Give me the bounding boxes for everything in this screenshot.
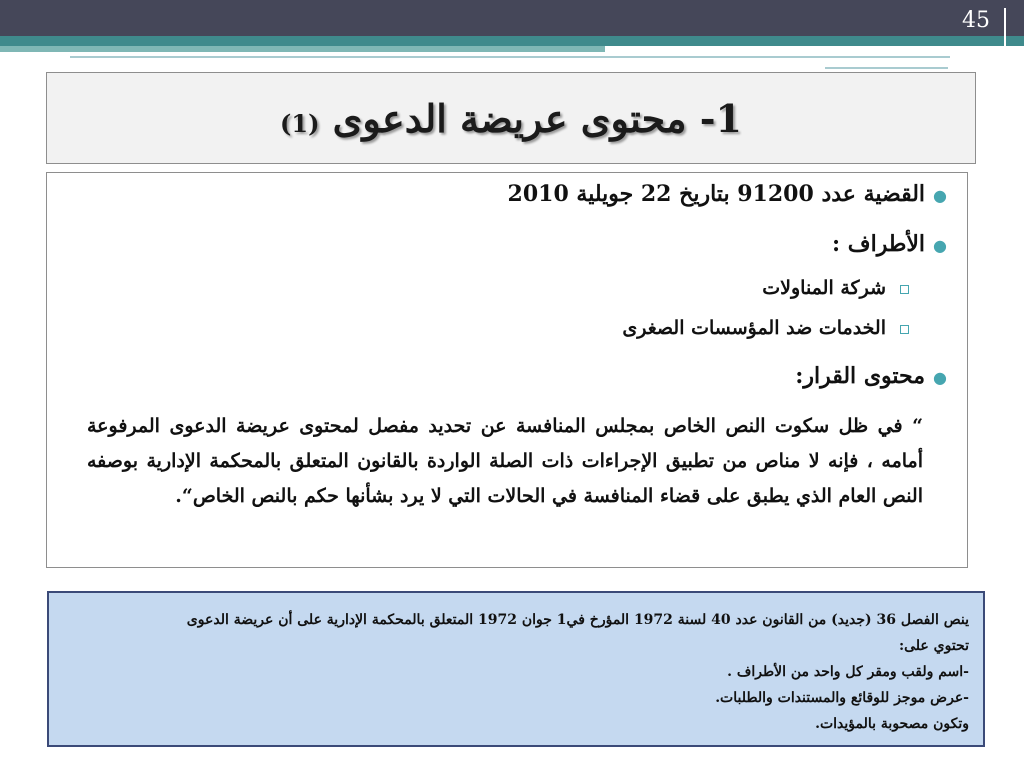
decorative-line xyxy=(1004,8,1006,70)
bullet-decision xyxy=(795,363,947,389)
decorative-line xyxy=(825,67,948,69)
bullet-case xyxy=(508,181,947,207)
legal-note-box xyxy=(47,591,985,747)
party-1-text: شركة المناولات xyxy=(762,277,886,299)
slide-title xyxy=(280,96,742,141)
page-number: 45 xyxy=(962,8,990,33)
party-2-text: الخدمات ضد المؤسسات الصغرى xyxy=(622,317,886,339)
square-bullet-icon xyxy=(900,325,909,334)
case-text: القضية عدد 91200 بتاريخ 22 جويلية 2010 xyxy=(507,181,926,207)
sub-bullet-party-2 xyxy=(622,317,909,339)
sub-bullet-party-1 xyxy=(762,277,909,299)
decision-paragraph: “ في ظل سكوت النص الخاص بمجلس المنافسة عن تحديد مفصل لمحتوى عريضة الدعوى المرفوعة أمامه ، فإنه لا مناص من تطبيق الإجراءات ذات الصلة الواردة بالقانون المتعلق بالمحكمة الإدارية بوصفه النص العام الذي يطبق على قضاء المنافسة في الحالات التي لا يرد بشأنها حكم بالنص الخاص“. xyxy=(87,415,923,507)
header-teal-strip xyxy=(0,46,605,52)
note-line: -عرض موجز للوقائع والمستندات والطلبات. xyxy=(715,690,969,706)
bullet-dot-icon: ● xyxy=(933,186,947,205)
title-box xyxy=(46,72,976,164)
note-line: -اسم ولقب ومقر كل واحد من الأطراف . xyxy=(727,664,969,680)
slide-header-bar xyxy=(0,0,1024,36)
title-suffix: (1) xyxy=(280,108,320,138)
decision-heading: محتوى القرار: xyxy=(795,363,926,389)
content-box xyxy=(46,172,968,568)
note-line: تحتوي على: xyxy=(898,638,969,654)
bullet-parties xyxy=(832,231,947,257)
note-line: ينص الفصل 36 (جديد) من القانون عدد 40 لسنة 1972 المؤرخ في1 جوان 1972 المتعلق بالمحكمة الإدارية على أن عريضة الدعوى xyxy=(186,612,969,628)
title-main: 1- محتوى عريضة الدعوى xyxy=(332,95,742,141)
decorative-line xyxy=(70,56,950,58)
bullet-dot-icon: ● xyxy=(933,236,947,255)
bullet-dot-icon: ● xyxy=(933,368,947,387)
note-line: وتكون مصحوبة بالمؤيدات. xyxy=(815,716,969,732)
header-teal-band xyxy=(0,36,1024,46)
parties-heading: الأطراف : xyxy=(832,231,926,257)
square-bullet-icon xyxy=(900,285,909,294)
